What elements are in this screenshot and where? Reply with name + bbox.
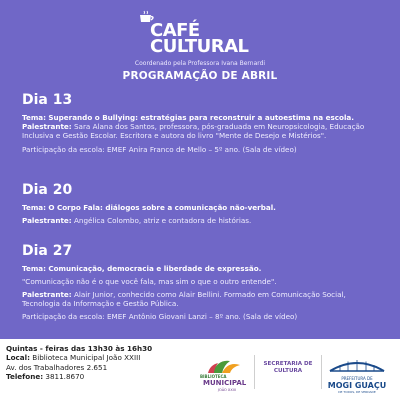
theme-label: Tema: bbox=[22, 113, 47, 122]
theme-label: Tema: bbox=[22, 264, 47, 273]
address-text: Av. dos Trabalhadores 2.651 bbox=[6, 362, 108, 372]
theme-text: O Corpo Fala: diálogos sobre a comunicação não-verbal. bbox=[48, 203, 276, 212]
event-info bbox=[6, 344, 152, 382]
day-participation: Participação da escola: EMEF Anira Franco de Mello – 5º ano. (Sala de vídeo) bbox=[22, 145, 297, 154]
theme-label: Tema: bbox=[22, 203, 47, 212]
library-logo-sub: JOÃO XXIII bbox=[218, 388, 236, 392]
phone-label: Telefone: bbox=[6, 372, 44, 382]
phone-text bbox=[6, 372, 152, 381]
divider bbox=[321, 355, 322, 389]
logo-cultural-text: CULTURAL bbox=[150, 36, 249, 57]
day-quote: "Comunicação não é o que você fala, mas sim o que o outro entende". bbox=[22, 277, 277, 286]
day-speaker bbox=[22, 122, 384, 140]
day-title: Dia 27 bbox=[22, 243, 73, 259]
phone-value: 3811.8670 bbox=[45, 372, 85, 382]
location-label: Local: bbox=[6, 353, 30, 363]
day-speaker bbox=[22, 290, 384, 308]
day-speaker bbox=[22, 216, 384, 225]
day-section-20 bbox=[22, 182, 384, 225]
secretariat-line2: CULTURA bbox=[273, 368, 303, 374]
coordinator-credit: Coordenado pela Professora Ivana Bernardi bbox=[134, 60, 266, 67]
speaker-text: Sara Alana dos Santos, professora, pós-graduada em Neuropsicologia, Educação Inclusiva e Gestão Escolar. Escritora e autora do livro "Mente de Desejo e Mistérios". bbox=[22, 122, 365, 140]
speaker-label: Palestrante: bbox=[22, 216, 72, 225]
city-top-text: PREFEITURA DE bbox=[341, 376, 373, 381]
day-theme bbox=[22, 203, 384, 212]
location-line1: Biblioteca Municipal João XXIII bbox=[32, 353, 141, 363]
location-text bbox=[6, 353, 152, 362]
speaker-label: Palestrante: bbox=[22, 122, 72, 131]
day-title: Dia 20 bbox=[22, 182, 73, 198]
speaker-text: Alair Junior, conhecido como Alair Bellini. Formado em Comunicação Social, Tecnologia da Informação e Gestão Pública. bbox=[22, 290, 346, 308]
theme-text: Superando o Bullying: estratégias para reconstruir a autoestima na escola. bbox=[48, 113, 355, 122]
city-name: MOGI GUAÇU bbox=[327, 381, 387, 390]
bridge-logo bbox=[324, 353, 390, 375]
day-section-13 bbox=[22, 92, 384, 154]
program-title: PROGRAMAÇÃO DE ABRIL bbox=[122, 70, 278, 82]
schedule-text bbox=[6, 344, 152, 353]
footer bbox=[0, 339, 400, 400]
day-theme bbox=[22, 264, 384, 273]
library-logo-top: BIBLIOTECA bbox=[200, 374, 227, 379]
library-logo-main: MUNICIPAL bbox=[203, 379, 247, 387]
speaker-label: Palestrante: bbox=[22, 290, 72, 299]
secretariat-line1: SECRETARIA DE bbox=[263, 361, 313, 367]
divider bbox=[254, 355, 255, 389]
logo-cafe-text: CAFÉ bbox=[150, 20, 200, 41]
city-slogan: DE TODOS, DE VERDADE bbox=[338, 390, 376, 394]
day-title: Dia 13 bbox=[22, 92, 73, 108]
day-participation: Participação da escola: EMEF Antônio Giovani Lanzi – 8º ano. (Sala de vídeo) bbox=[22, 312, 298, 321]
day-theme bbox=[22, 113, 384, 122]
header bbox=[0, 0, 400, 90]
theme-text: Comunicação, democracia e liberdade de expressão. bbox=[48, 264, 262, 273]
day-section-27 bbox=[22, 243, 384, 321]
schedule-value: Quintas - feiras das 13h30 às 16h30 bbox=[6, 344, 153, 353]
speaker-text: Angélica Colombo, atriz e contadora de histórias. bbox=[73, 216, 252, 225]
